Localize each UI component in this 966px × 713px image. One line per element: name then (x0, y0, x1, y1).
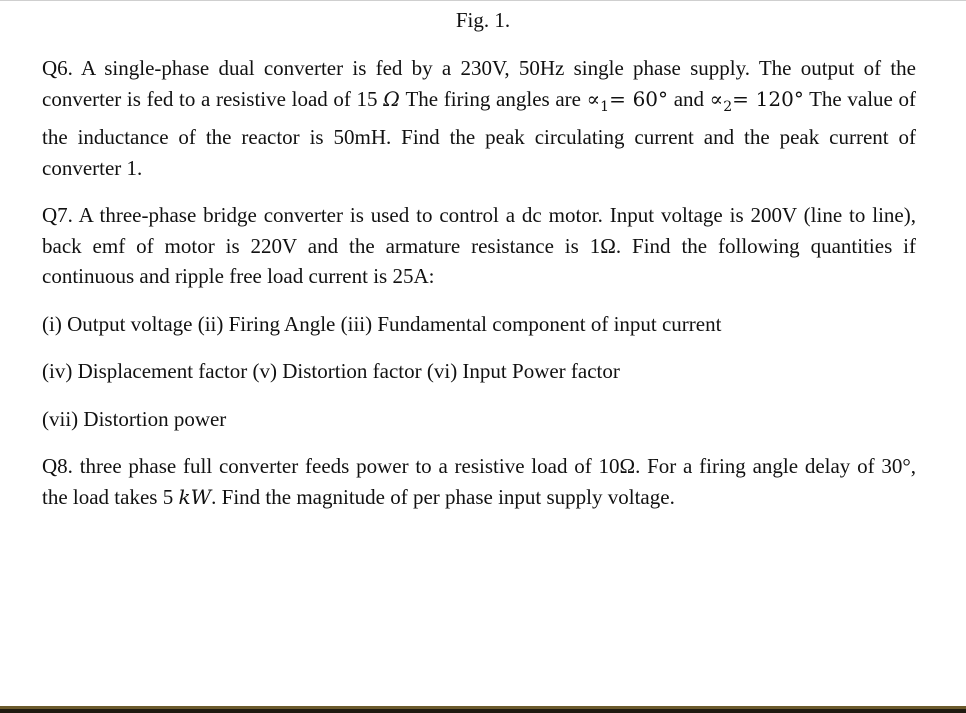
q6-text-part-c: and (668, 86, 710, 111)
q8-text-part-a: Q8. three phase full converter feeds power to a resistive load of 10Ω. For a firing angle delay of 30°, the load takes 5 (42, 454, 916, 509)
q8-kw-unit: kW (178, 484, 212, 509)
bottom-divider-dark (0, 709, 966, 713)
q7-parts-line-2: (iv) Displacement factor (v) Distortion factor (vi) Input Power factor (42, 359, 620, 384)
q6-text-part-b: The firing angles are (399, 86, 587, 111)
q8-text-part-b: . Find the magnitude of per phase input supply voltage. (211, 484, 675, 509)
question-q8 (42, 451, 916, 512)
question-list (42, 53, 916, 529)
ohm-symbol: Ω (383, 86, 400, 111)
q7-parts-line-1: (i) Output voltage (ii) Firing Angle (iii) Fundamental component of input current (42, 311, 722, 336)
figure-caption: Fig. 1. (455, 8, 511, 32)
top-border (0, 0, 966, 1)
q6-text-part-a: Q6. A single-phase dual converter is fed by a 230V, 50Hz single phase supply. The output of the converter is fed to a resistive load of 15 (42, 56, 916, 111)
alpha-2-subscript: 2 (723, 98, 733, 115)
alpha-1-subscript: 1 (600, 98, 610, 115)
alpha-2-value: = 120° (732, 86, 804, 111)
question-q6 (42, 53, 916, 183)
q6-text-part-d: The value of the inductance of the reactor is 50mH. Find the peak circulating current and the peak current of converter 1. (42, 86, 916, 180)
alpha-1-symbol: ∝ (586, 86, 601, 111)
q7-parts-line-3: (vii) Distortion power (42, 406, 227, 431)
question-q7: Q7. A three-phase bridge converter is used to control a dc motor. Input voltage is 200V (line to line), back emf of motor is 220V and the armature resistance is 1Ω. Find the following quantities if continuous and ripple free load current is 25A: (42, 203, 916, 289)
alpha-1-value: = 60° (609, 86, 669, 111)
alpha-2-symbol: ∝ (709, 86, 724, 111)
